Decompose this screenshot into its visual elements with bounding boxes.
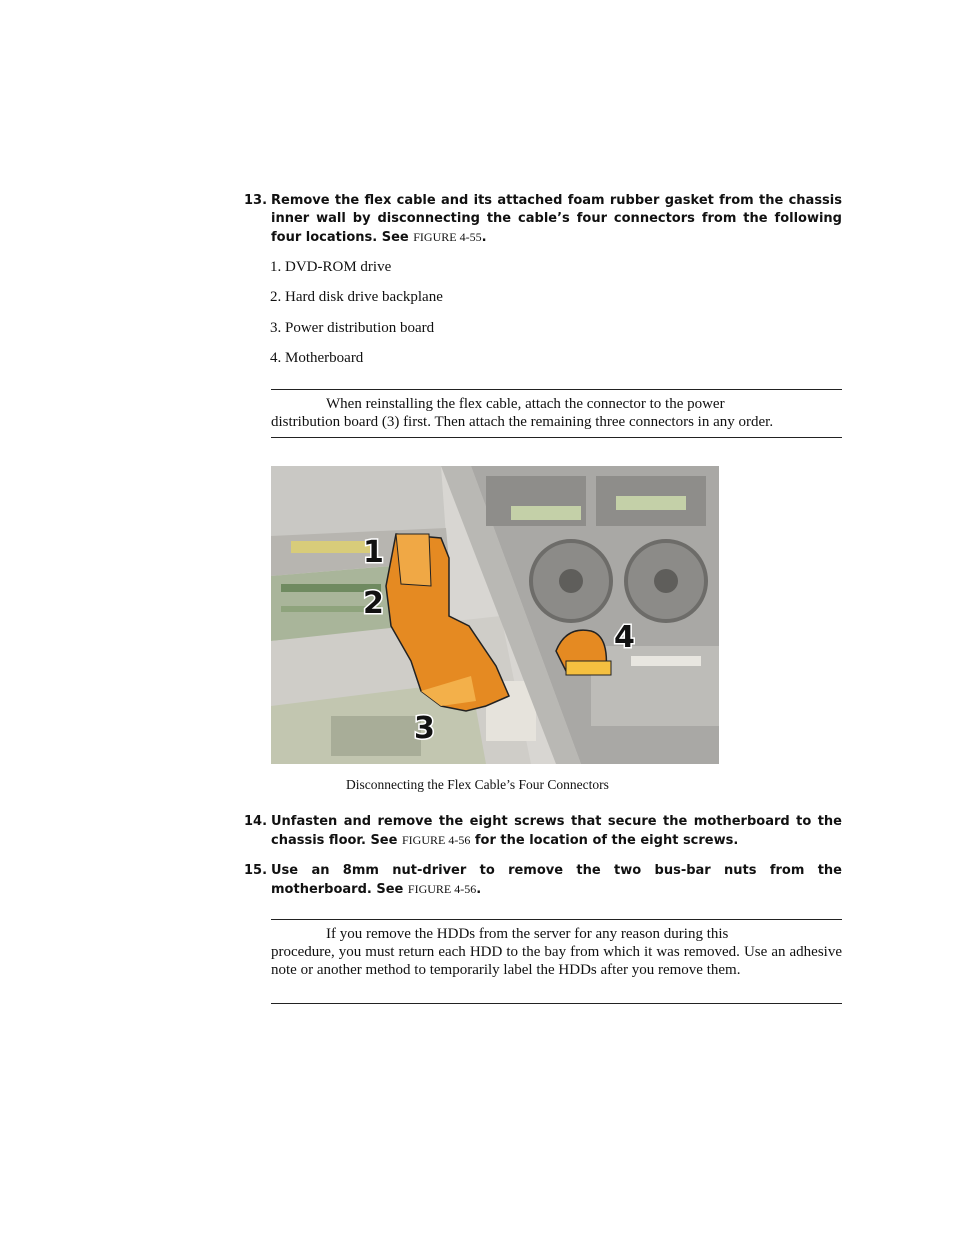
step-text xyxy=(271,813,842,850)
note-bottom-rule xyxy=(271,437,842,438)
callout-2: 2 xyxy=(363,586,384,621)
step-number: 14. xyxy=(244,814,268,829)
step-15 xyxy=(244,862,842,899)
note-body: distribution board (3) first. Then attach the remaining three connectors in any order. xyxy=(271,414,774,430)
note-body: procedure, you must return each HDD to the bay from which it was removed. Use an adhesive note or another method to temporarily label the HDDs after you remove them. xyxy=(271,944,842,978)
step-instruction: Unfasten and remove the eight screws that secure the motherboard to the chassis floor. See xyxy=(271,814,842,848)
step-text xyxy=(271,192,842,247)
note-bottom-rule xyxy=(271,1003,842,1004)
callout-1: 1 xyxy=(363,535,384,570)
flex-cable-figure xyxy=(271,466,719,764)
step-text-end: for the location of the eight screws. xyxy=(474,833,739,848)
step-13 xyxy=(244,192,842,247)
note-first-line: When reinstalling the flex cable, attach the connector to the power xyxy=(326,396,725,412)
chassis-illustration xyxy=(271,466,719,764)
callout-3: 3 xyxy=(414,711,435,746)
figure-reference[interactable]: FIGURE 4-55 xyxy=(413,230,482,244)
note-top-rule xyxy=(271,919,842,920)
step-text-end: . xyxy=(476,882,482,897)
step-text xyxy=(271,862,842,899)
note-hdd xyxy=(271,925,842,979)
step-text-end: . xyxy=(481,230,487,245)
figure-reference[interactable]: FIGURE 4-56 xyxy=(407,882,477,896)
list-item: 4. Motherboard xyxy=(270,350,364,366)
list-item: 2. Hard disk drive backplane xyxy=(270,289,443,305)
list-item: 3. Power distribution board xyxy=(270,320,435,336)
step-instruction: Remove the flex cable and its attached foam rubber gasket from the chassis inner wall by disconnecting the cable’s four connectors from the following four locations. See xyxy=(271,193,842,245)
note-reinstall xyxy=(271,395,842,431)
list-item: 1. DVD-ROM drive xyxy=(270,259,392,275)
step-instruction: Use an 8mm nut-driver to remove the two bus-bar nuts from the motherboard. See xyxy=(271,863,842,897)
note-first-line: If you remove the HDDs from the server for any reason during this xyxy=(326,926,729,942)
note-top-rule xyxy=(271,389,842,390)
step-14 xyxy=(244,813,842,850)
step-number: 15. xyxy=(244,863,268,878)
figure-caption: Disconnecting the Flex Cable’s Four Connectors xyxy=(346,777,609,792)
callout-4: 4 xyxy=(614,620,635,655)
step-number: 13. xyxy=(244,193,268,208)
figure-reference[interactable]: FIGURE 4-56 xyxy=(401,833,471,847)
